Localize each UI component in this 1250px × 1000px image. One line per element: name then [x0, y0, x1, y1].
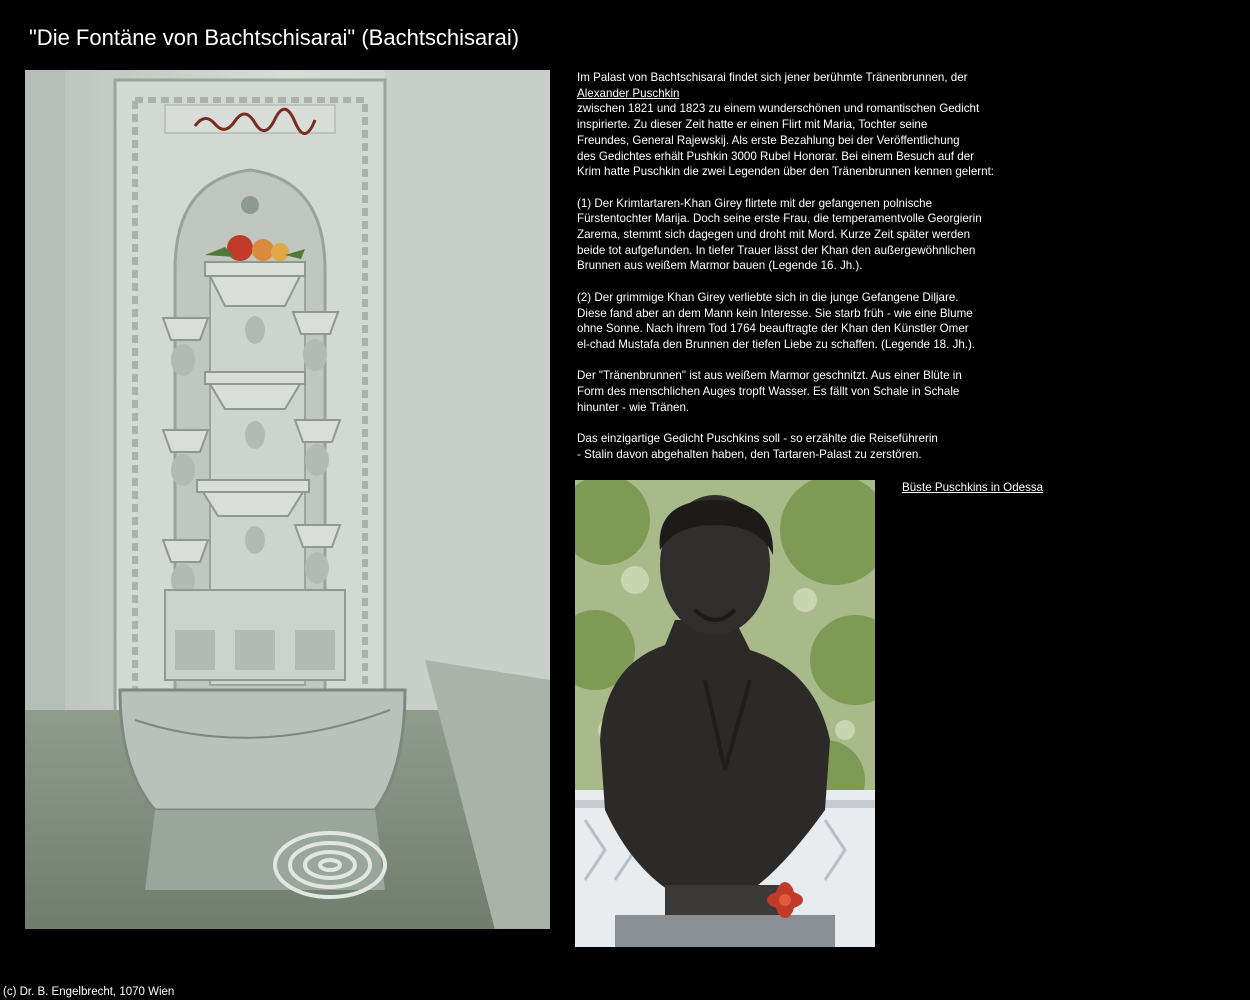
intro-text: Im Palast von Bachtschisarai findet sich jener berühmte Tränenbrunnen, der — [577, 71, 968, 84]
stalin-paragraph — [577, 431, 1027, 462]
legend-2-line: Diese fand aber an dem Mann kein Interesse. Sie starb früh - wie eine Blume — [577, 306, 973, 320]
copyright-footer: (c) Dr. B. Engelbrecht, 1070 Wien — [3, 986, 175, 998]
stalin-line: - Stalin davon abgehalten haben, den Tartaren-Palast zu zerstören. — [577, 447, 922, 461]
intro-paragraph — [577, 70, 1027, 180]
legend-2-paragraph — [577, 290, 1027, 353]
legend-2-line: el-chad Mustafa den Brunnen der tiefen Liebe zu schaffen. (Legende 18. Jh.). — [577, 337, 976, 351]
legend-1-line: Brunnen aus weißem Marmor bauen (Legende 16. Jh.). — [577, 259, 863, 273]
intro-line: Freundes, General Rajewskij. Als erste Bezahlung bei der Veröffentlichung — [577, 133, 960, 147]
fountain-line: Der "Tränenbrunnen" ist aus weißem Marmor geschnitzt. Aus einer Blüte in — [577, 369, 962, 383]
legend-1-line: beide tot aufgefunden. In tiefer Trauer lässt der Khan den außergewöhnlichen — [577, 243, 976, 257]
fountain-photo — [25, 70, 550, 929]
intro-line: inspirierte. Zu dieser Zeit hatte er einen Flirt mit Maria, Tochter seine — [577, 118, 928, 132]
legend-1-paragraph — [577, 196, 1027, 275]
intro-line: zwischen 1821 und 1823 zu einem wunderschönen und romantischen Gedicht — [577, 102, 980, 116]
stalin-line: Das einzigartige Gedicht Puschkins soll - so erzählte die Reiseführerin — [577, 432, 938, 446]
intro-line: des Gedichtes erhält Pushkin 3000 Rubel Honorar. Bei einem Besuch auf der — [577, 149, 975, 163]
pushkin-link[interactable]: Alexander Puschkin — [577, 86, 680, 100]
fountain-paragraph — [577, 368, 1027, 415]
fountain-line: hinunter - wie Tränen. — [577, 400, 690, 414]
pushkin-bust-photo[interactable] — [575, 480, 875, 947]
story-text — [577, 70, 1027, 478]
intro-line: Krim hatte Puschkin die zwei Legenden über den Tränenbrunnen kennen gelernt: — [577, 165, 995, 179]
legend-1-line: (1) Der Krimtartaren-Khan Girey flirtete mit der gefangenen polnische — [577, 196, 933, 210]
page-title: "Die Fontäne von Bachtschisarai" (Bachtschisarai) — [29, 25, 520, 50]
legend-2-line: (2) Der grimmige Khan Girey verliebte sich in die junge Gefangene Diljare. — [577, 290, 959, 304]
legend-1-line: Zarema, stemmt sich dagegen und droht mit Mord. Kurze Zeit später werden — [577, 228, 971, 242]
legend-2-line: ohne Sonne. Nach ihrem Tod 1764 beauftragte der Khan den Künstler Omer — [577, 322, 969, 336]
fountain-line: Form des menschlichen Auges tropft Wasser. Es fällt von Schale in Schale — [577, 385, 960, 399]
bust-odessa-link[interactable]: Büste Puschkins in Odessa — [902, 481, 1044, 494]
legend-1-line: Fürstentochter Marija. Doch seine erste Frau, die temperamentvolle Georgierin — [577, 212, 982, 226]
